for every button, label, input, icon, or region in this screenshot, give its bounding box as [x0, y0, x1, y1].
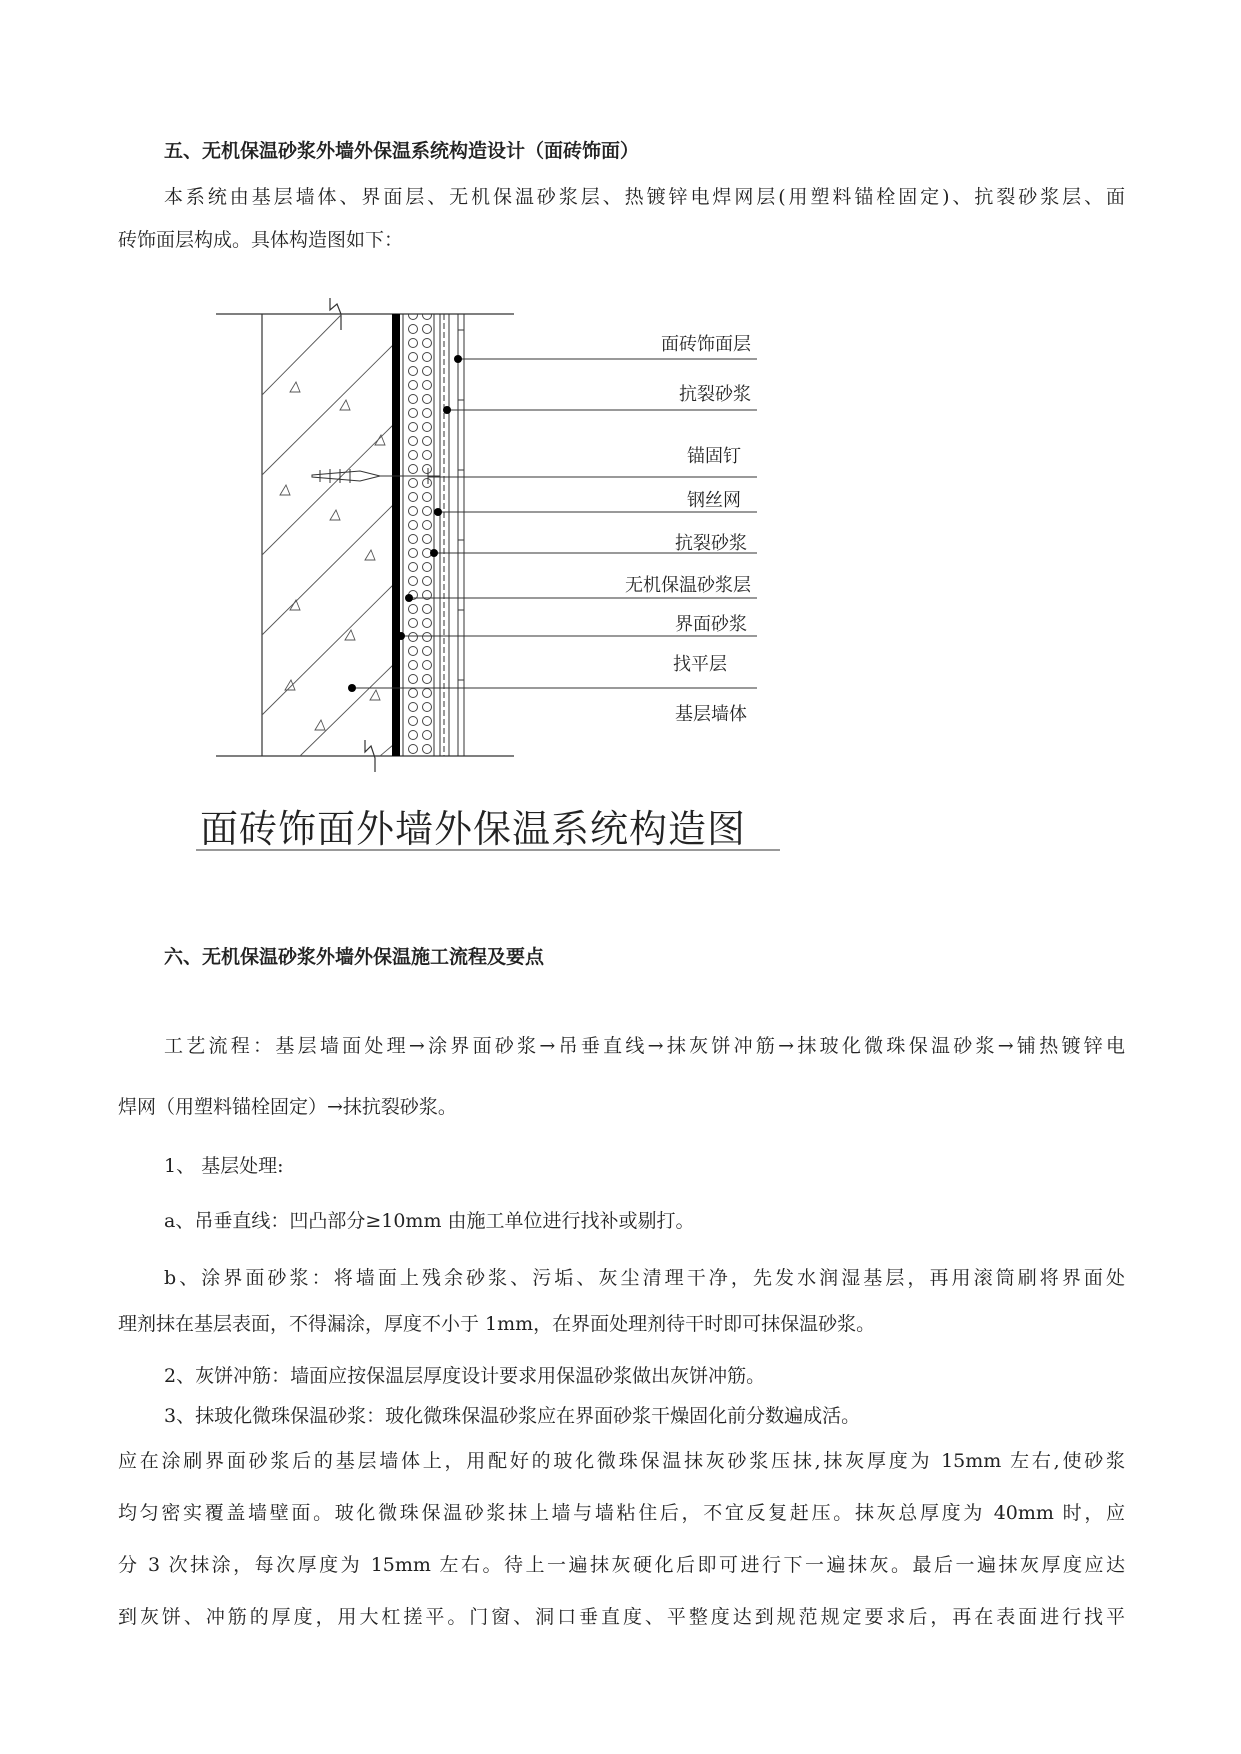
step1b-interface-mortar-line2: 理剂抹在基层表面，不得漏涂，厚度不小于 1mm，在界面处理剂待干时即可抹保温砂浆。 — [118, 1313, 876, 1335]
step3-insulation-mortar: 3、抹玻化微珠保温砂浆：玻化微珠保温砂浆应在界面砂浆干燥固化前分数遍成活。 — [164, 1405, 861, 1427]
section5-heading: 五、无机保温砂浆外墙外保温系统构造设计（面砖饰面） — [164, 140, 640, 162]
step1-base-treatment: 1、 基层处理: — [164, 1155, 284, 1177]
step3-body-line3: 分 3 次抹涂，每次厚度为 15mm 左右。待上一遍抹灰硬化后即可进行下一遍抹灰。最后一遍抹灰厚度应达 — [118, 1554, 1125, 1576]
process-flow-line1: 工艺流程：基层墙面处理→涂界面砂浆→吊垂直线→抹灰饼冲筋→抹玻化微珠保温砂浆→铺热镀锌电 — [164, 1035, 1125, 1057]
diagram-title: 面砖饰面外墙外保温系统构造图 — [200, 807, 747, 851]
section6-heading: 六、无机保温砂浆外墙外保温施工流程及要点 — [164, 946, 545, 968]
label-leveling-layer: 找平层 — [673, 654, 727, 675]
step1a-plumb-line: a、吊垂直线：凹凸部分≥10mm 由施工单位进行找补或剔打。 — [164, 1210, 695, 1232]
step3-body-line1: 应在涂刷界面砂浆后的基层墙体上，用配好的玻化微珠保温抹灰砂浆压抹,抹灰厚度为 15mm 左右,使砂浆 — [118, 1450, 1125, 1472]
wall-section — [216, 298, 514, 772]
section5-paragraph-line1: 本系统由基层墙体、界面层、无机保温砂浆层、热镀锌电焊网层(用塑料锚栓固定)、抗裂砂浆层、面 — [164, 186, 1125, 208]
label-anchor-nail: 锚固钉 — [687, 446, 741, 467]
label-insulation-mortar: 无机保温砂浆层 — [625, 575, 751, 596]
step3-body-line4: 到灰饼、冲筋的厚度，用大杠搓平。门窗、洞口垂直度、平整度达到规范规定要求后，再在表面进行找平 — [118, 1606, 1125, 1628]
label-tile-finish: 面砖饰面层 — [661, 334, 751, 355]
section5-paragraph-line2: 砖饰面层构成。具体构造图如下： — [118, 229, 404, 251]
step2-plaster-cake: 2、灰饼冲筋：墙面应按保温层厚度设计要求用保温砂浆做出灰饼冲筋。 — [164, 1365, 766, 1387]
step3-body-line2: 均匀密实覆盖墙壁面。玻化微珠保温砂浆抹上墙与墙粘住后，不宜反复赶压。抹灰总厚度为 40mm 时，应 — [118, 1502, 1125, 1524]
label-interface-mortar: 界面砂浆 — [675, 614, 747, 635]
label-anti-crack-mortar-inner: 抗裂砂浆 — [675, 533, 747, 554]
label-base-wall: 基层墙体 — [675, 704, 747, 725]
label-steel-mesh: 钢丝网 — [687, 490, 741, 511]
construction-diagram — [195, 298, 795, 858]
step1b-interface-mortar-line1: b、涂界面砂浆：将墙面上残余砂浆、污垢、灰尘清理干净，先发水润湿基层，再用滚筒刷将界面处 — [164, 1267, 1125, 1289]
process-flow-line2: 焊网（用塑料锚栓固定）→抹抗裂砂浆。 — [118, 1096, 457, 1118]
label-anti-crack-mortar-outer: 抗裂砂浆 — [679, 384, 751, 405]
